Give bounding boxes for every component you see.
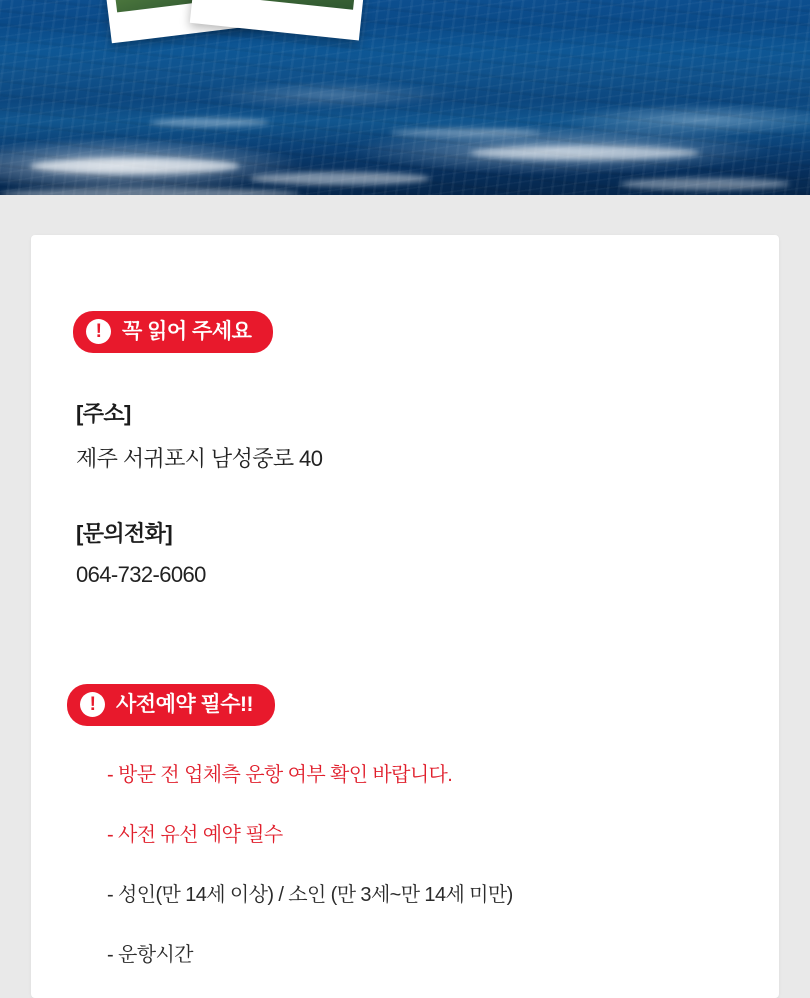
- wave-foam: [470, 146, 700, 160]
- contact-section: [31, 235, 779, 588]
- wave-foam: [0, 188, 300, 195]
- info-card: [31, 235, 779, 998]
- reservation-badge-label: 사전예약 필수!!: [116, 693, 254, 716]
- wave-foam: [620, 178, 790, 190]
- wave-foam: [250, 172, 430, 185]
- address-label: [주소]: [76, 401, 131, 426]
- list-item: - 사전 유선 예약 필수: [107, 824, 283, 846]
- address-value: 제주 서귀포시 남성중로 40: [76, 446, 323, 471]
- notice-badge: [73, 311, 273, 353]
- reservation-notes: [107, 758, 779, 967]
- polaroid-photo-right-image: [202, 0, 362, 10]
- phone-value: 064-732-6060: [76, 562, 206, 587]
- list-item: - 방문 전 업체측 운항 여부 확인 바랍니다.: [107, 764, 453, 786]
- reservation-section: [31, 588, 779, 967]
- wave-foam: [30, 158, 240, 174]
- list-item: - 운항시간: [107, 944, 193, 966]
- notice-badge-label: 꼭 읽어 주세요: [122, 320, 252, 343]
- exclamation-icon: !: [80, 692, 105, 717]
- wave-foam: [150, 118, 270, 127]
- hero-image: [0, 0, 810, 195]
- list-item: - 성인(만 14세 이상) / 소인 (만 3세~만 14세 미만): [107, 884, 513, 906]
- exclamation-icon: !: [86, 319, 111, 344]
- phone-label: [문의전화]: [76, 521, 173, 546]
- reservation-badge: [67, 684, 275, 726]
- wave-foam: [390, 128, 540, 137]
